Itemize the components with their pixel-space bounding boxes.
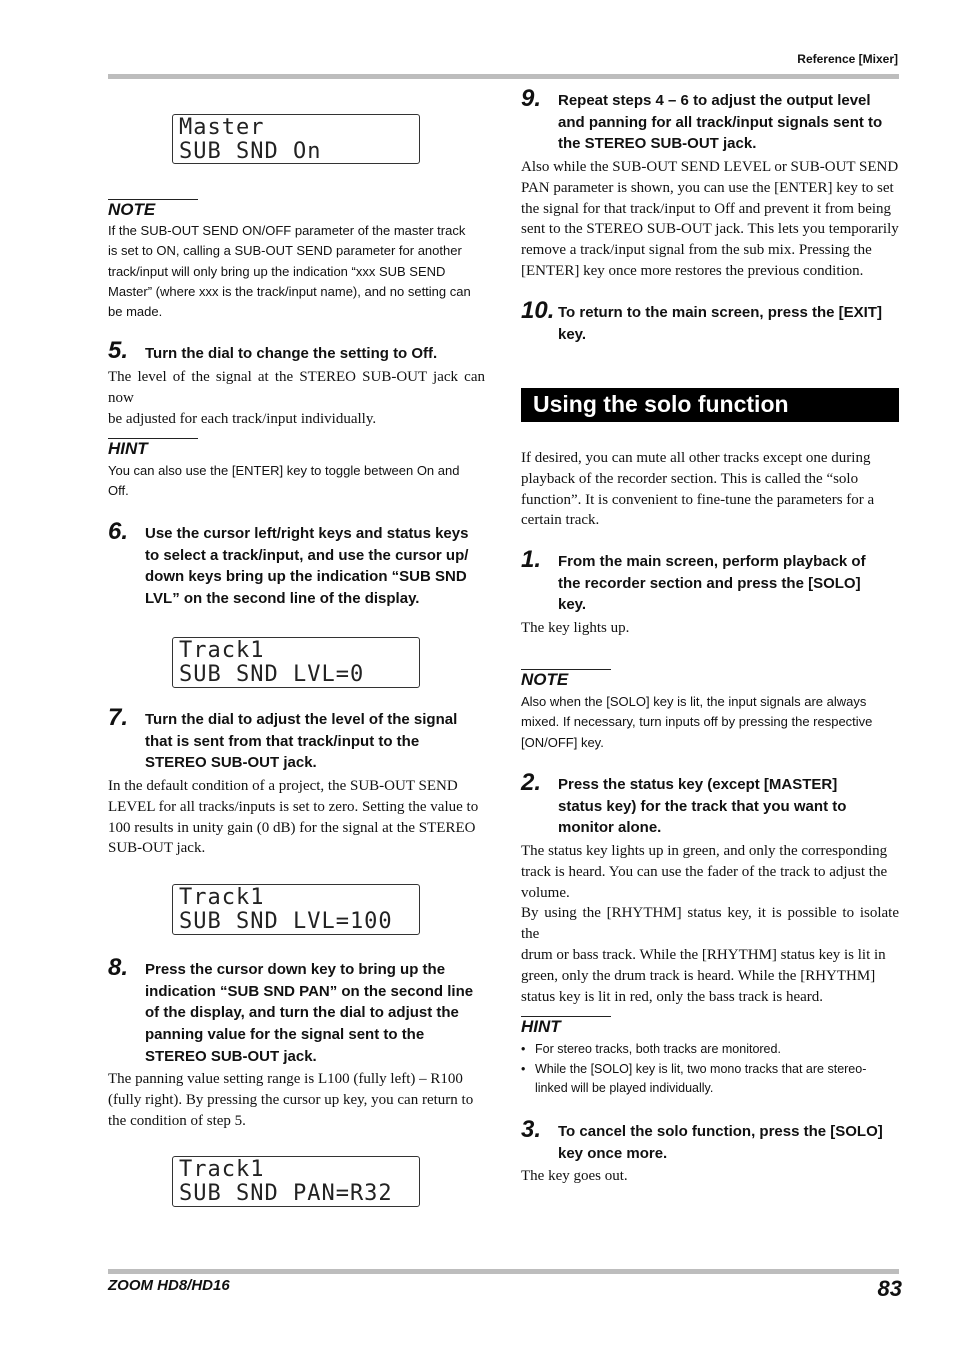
- step-body: [521, 841, 899, 1007]
- hint-line: linked will be played individually.: [535, 1081, 714, 1095]
- lcd-line-2: SUB SND PAN=R32: [179, 1181, 393, 1206]
- step-line: the STEREO SUB-OUT jack.: [558, 135, 757, 153]
- step-number: 5.: [108, 337, 129, 364]
- body-line: In the default condition of a project, the SUB-OUT SEND: [108, 778, 458, 794]
- hint-title: HINT: [108, 439, 148, 458]
- hint-title: HINT: [521, 1017, 561, 1036]
- footer-rule: [108, 1269, 899, 1274]
- lcd-display-master: [172, 114, 420, 164]
- body-line: sent to the STEREO SUB-OUT jack. This lets you temporarily: [521, 221, 899, 238]
- product-name: ZOOM HD8/HD16: [108, 1277, 230, 1294]
- step-line: key.: [558, 325, 587, 343]
- lcd-line-2: SUB SND LVL=0: [179, 662, 365, 687]
- step-body: [521, 1166, 899, 1187]
- list-item: [521, 1060, 906, 1099]
- body-line: track is heard. You can use the fader of the track to adjust the: [521, 863, 888, 880]
- body-line: PAN parameter is shown, you can use the [ENTER] key to set: [521, 179, 894, 196]
- note-text: [108, 221, 493, 322]
- step-line: Turn the dial to change the setting to Off.: [145, 345, 438, 362]
- step-heading: [558, 774, 903, 839]
- step-number: 2.: [521, 769, 542, 796]
- step-number: 9.: [521, 85, 542, 112]
- body-line: remove a track/input signal from the sub mix. Pressing the: [521, 242, 872, 259]
- body-line: the condition of step 5.: [108, 1112, 246, 1129]
- body-line: status key is lit in red, only the bass track is heard.: [521, 988, 824, 1005]
- body-line: the signal for that track/input to Off and prevent it from being: [521, 200, 892, 217]
- hint-bullet-list: [521, 1040, 906, 1099]
- body-line: (fully right). By pressing the cursor up key, you can return to: [108, 1091, 474, 1108]
- bullet-marker: •: [521, 1042, 526, 1056]
- list-item: [521, 1040, 906, 1060]
- step-number: 1.: [521, 546, 542, 573]
- body-line: function”. It is convenient to fine-tune the parameters for a: [521, 491, 875, 508]
- step-heading: [558, 90, 903, 155]
- step-line: Press the cursor down key to bring up the: [145, 961, 446, 978]
- body-line: be adjusted for each track/input individually.: [108, 410, 377, 427]
- section-title-banner: Using the solo function: [521, 388, 899, 422]
- note-line: [ON/OFF] key.: [521, 734, 604, 750]
- note-line: Master” (where xxx is the track/input name), and no setting can: [108, 283, 471, 299]
- step-heading: [145, 523, 495, 610]
- lcd-line-2: SUB SND LVL=100: [179, 909, 393, 934]
- step-line: down keys bring up the indication “SUB SND: [145, 568, 467, 586]
- lcd-line-1: Track1: [179, 638, 265, 663]
- body-line: certain track.: [521, 512, 600, 529]
- body-line: 100 results in unity gain (0 dB) for the signal at the STEREO: [108, 819, 476, 836]
- step-line: panning value for the signal sent to the: [145, 1026, 425, 1044]
- step-line: LVL” on the second line of the display.: [145, 590, 420, 608]
- note-line: be made.: [108, 304, 163, 320]
- step-line: To return to the main screen, press the [EXIT]: [558, 304, 882, 321]
- step-number: 10.: [521, 297, 555, 324]
- lcd-display-track-level-0: [172, 637, 420, 688]
- body-line: The key goes out.: [521, 1168, 628, 1184]
- lcd-display-track-pan: [172, 1156, 420, 1207]
- step-line: monitor alone.: [558, 819, 662, 837]
- step-line: STEREO SUB-OUT jack.: [145, 1047, 317, 1065]
- step-line: To cancel the solo function, press the [SOLO]: [558, 1123, 883, 1140]
- body-line: [ENTER] key once more restores the previous condition.: [521, 262, 864, 279]
- step-line: Repeat steps 4 – 6 to adjust the output level: [558, 92, 871, 109]
- step-line: Press the status key (except [MASTER]: [558, 776, 838, 793]
- step-line: to select a track/input, and use the cursor up/: [145, 546, 469, 564]
- step-line: and panning for all track/input signals sent to: [558, 113, 883, 131]
- body-line: green, only the drum track is heard. While the [RHYTHM]: [521, 967, 876, 984]
- step-line: that is sent from that track/input to the: [145, 732, 420, 750]
- step-heading: [558, 1121, 903, 1164]
- step-body: [521, 618, 899, 639]
- hint-line: For stereo tracks, both tracks are monitored.: [535, 1042, 781, 1056]
- step-line: status key) for the track that you want to: [558, 797, 847, 815]
- note-line: If the SUB-OUT SEND ON/OFF parameter of the master track: [108, 223, 466, 238]
- section-intro: [521, 448, 899, 531]
- header-rule: [108, 74, 899, 79]
- step-body: [108, 776, 485, 859]
- step-line: key once more.: [558, 1144, 668, 1162]
- body-line: LEVEL for all tracks/inputs is set to zero. Setting the value to: [108, 798, 479, 815]
- step-line: Use the cursor left/right keys and status keys: [145, 525, 469, 542]
- step-heading: [145, 343, 495, 365]
- body-line: playback of the recorder section. This is called the “solo: [521, 470, 859, 487]
- note-title: NOTE: [521, 670, 569, 689]
- body-line: The level of the signal at the STEREO SUB-OUT jack can now: [108, 369, 485, 406]
- step-number: 8.: [108, 954, 129, 981]
- step-line: the recorder section and press the [SOLO]: [558, 574, 861, 592]
- step-line: key.: [558, 596, 587, 614]
- step-number: 6.: [108, 518, 129, 545]
- step-body: [108, 367, 485, 429]
- body-line: The key lights up.: [521, 620, 630, 636]
- step-heading: [558, 302, 903, 345]
- lcd-line-1: Master: [179, 115, 265, 140]
- section-label: Reference [Mixer]: [797, 52, 898, 66]
- body-line: volume.: [521, 884, 570, 901]
- step-heading: [145, 959, 495, 1068]
- note-line: mixed. If necessary, turn inputs off by pressing the respective: [521, 714, 873, 730]
- step-line: Turn the dial to adjust the level of the signal: [145, 711, 458, 728]
- lcd-line-1: Track1: [179, 1157, 265, 1182]
- hint-line: Off.: [108, 483, 129, 499]
- lcd-display-track-level-100: [172, 884, 420, 935]
- body-line: drum or bass track. While the [RHYTHM] status key is lit in: [521, 946, 886, 963]
- bullet-marker: •: [521, 1061, 526, 1076]
- note-title: NOTE: [108, 200, 156, 219]
- body-line: The panning value setting range is L100 (fully left) – R100: [108, 1071, 463, 1087]
- note-line: Also when the [SOLO] key is lit, the input signals are always: [521, 694, 867, 709]
- lcd-line-2: SUB SND On: [179, 139, 322, 164]
- lcd-line-1: Track1: [179, 885, 265, 910]
- step-number: 3.: [521, 1116, 542, 1143]
- page-number: 83: [877, 1276, 902, 1301]
- body-line: If desired, you can mute all other tracks except one during: [521, 450, 871, 466]
- body-line: By using the [RHYTHM] status key, it is possible to isolate the: [521, 905, 899, 943]
- step-line: From the main screen, perform playback of: [558, 553, 866, 570]
- step-body: [108, 1069, 485, 1131]
- hint-line: You can also use the [ENTER] key to toggle between On and: [108, 463, 460, 478]
- step-body: [521, 157, 899, 282]
- hint-text: [108, 461, 493, 502]
- note-line: track/input will only bring up the indication “xxx SUB SEND: [108, 263, 446, 279]
- step-line: STEREO SUB-OUT jack.: [145, 754, 317, 772]
- hint-line: While the [SOLO] key is lit, two mono tracks that are stereo-: [535, 1061, 867, 1076]
- step-heading: [558, 551, 903, 616]
- body-line: Also while the SUB-OUT SEND LEVEL or SUB-OUT SEND: [521, 159, 899, 175]
- step-number: 7.: [108, 704, 129, 731]
- body-line: The status key lights up in green, and only the corresponding: [521, 843, 888, 859]
- note-line: is set to ON, calling a SUB-OUT SEND parameter for another: [108, 243, 462, 259]
- step-line: of the display, and turn the dial to adjust the: [145, 1004, 459, 1022]
- note-text: [521, 692, 906, 753]
- step-line: indication “SUB SND PAN” on the second line: [145, 982, 474, 1000]
- step-heading: [145, 709, 495, 774]
- body-line: SUB-OUT jack.: [108, 840, 206, 857]
